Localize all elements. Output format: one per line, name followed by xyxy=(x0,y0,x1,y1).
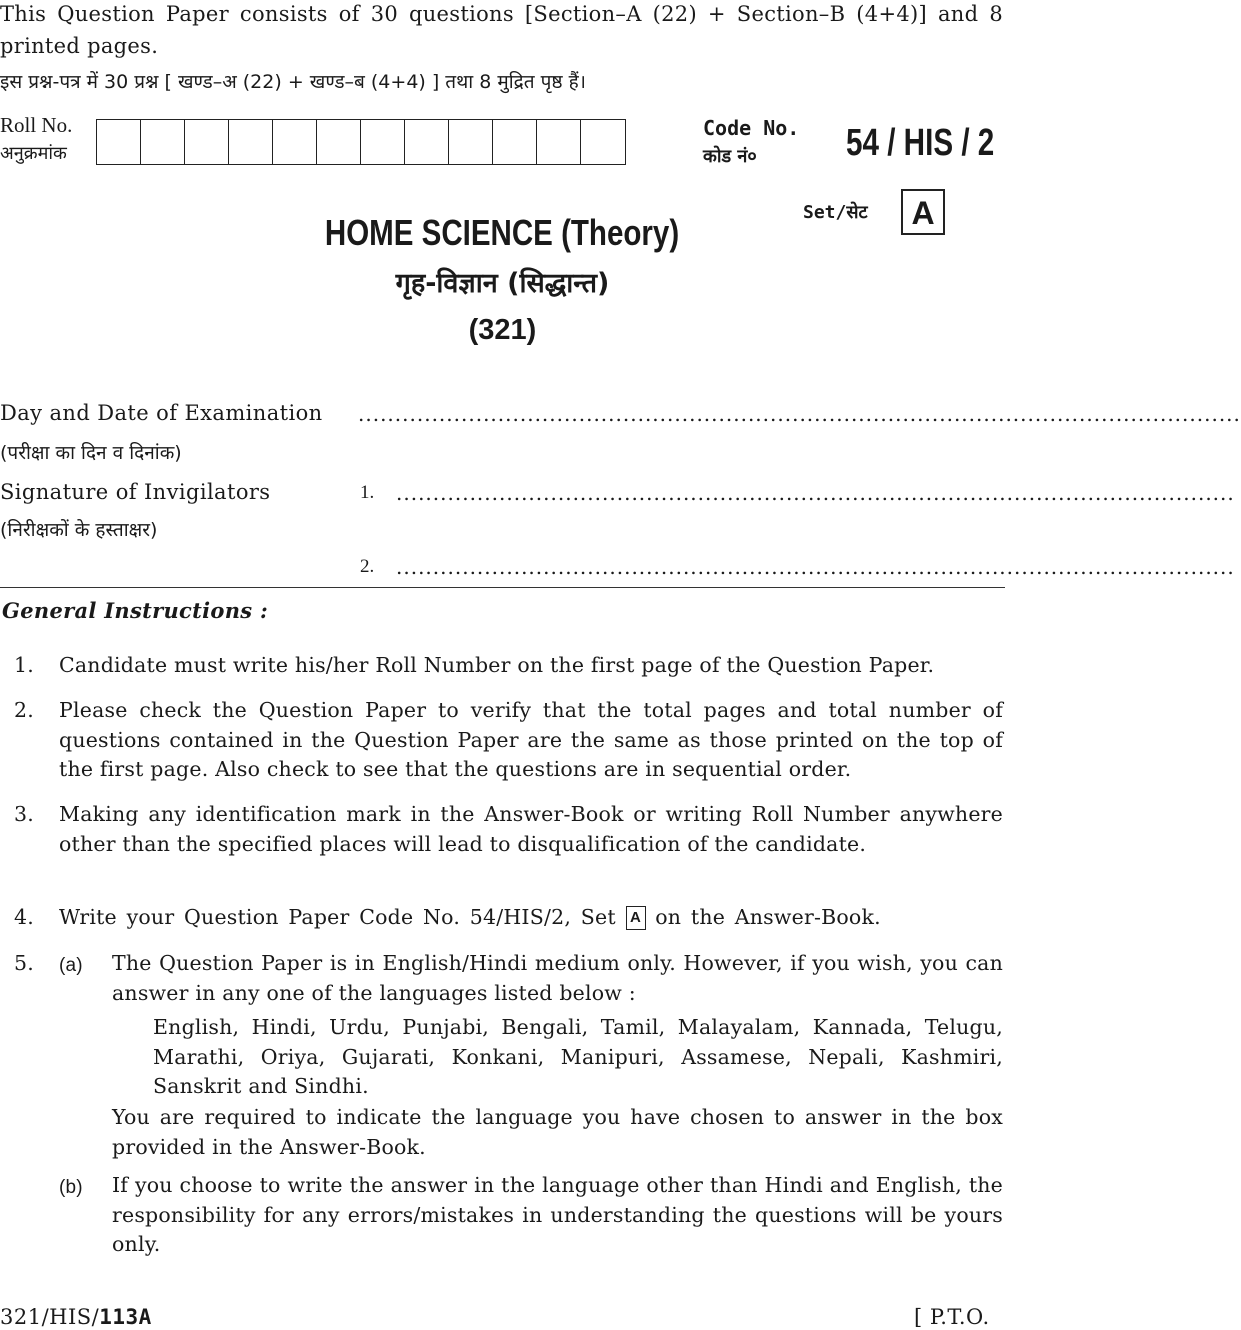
roll-digit-box[interactable] xyxy=(97,120,141,164)
instruction-text: Candidate must write his/her Roll Number on the first page of the Question Paper. xyxy=(59,653,935,677)
roll-digit-box[interactable] xyxy=(405,120,449,164)
signature-1-number: 1. xyxy=(360,482,375,503)
paper-summary-hindi: इस प्रश्न-पत्र में 30 प्रश्न [ खण्ड–अ (22) + खण्ड–ब (4+4) ] तथा 8 मुद्रित पृष्ठ हैं। xyxy=(0,71,586,93)
instruction-5b-text: If you choose to write the answer in the language other than Hindi and English, the responsibility for any errors/mistakes in understanding the questions will be yours only. xyxy=(112,1173,1003,1256)
code-label-hindi: कोड नं० xyxy=(703,146,757,167)
instruction-4-post: on the Answer-Book. xyxy=(655,905,881,929)
instruction-number: 1. xyxy=(14,653,34,677)
instruction-number: 4. xyxy=(14,905,34,929)
invigilator-signature-label-hindi: (निरीक्षकों के हस्ताक्षर) xyxy=(0,519,158,541)
exam-date-label-hindi: (परीक्षा का दिन व दिनांक) xyxy=(0,442,182,464)
instruction-text: Making any identification mark in the Answer-Book or writing Roll Number anywhere other than the specified places will lead to disqualification of the candidate. xyxy=(59,802,1003,856)
title-wrapper xyxy=(0,212,1005,254)
roll-digit-box[interactable] xyxy=(581,120,625,164)
paper-summary: This Question Paper consists of 30 questions [Section–A (22) + Section–B (4+4)] and 8 printed pages. xyxy=(0,2,1003,58)
instruction-number: 5. xyxy=(14,951,34,975)
instruction-number: 3. xyxy=(14,802,34,826)
invigilator-signature-label: Signature of Invigilators xyxy=(0,480,271,504)
roll-number-boxes[interactable] xyxy=(96,119,626,165)
code-label: Code No. xyxy=(703,116,800,140)
instruction-5a-text: The Question Paper is in English/Hindi medium only. However, if you wish, you can answer in any one of the languages listed below : xyxy=(112,951,1003,1005)
roll-label: Roll No. xyxy=(0,113,73,137)
footer-code-prefix: 321/HIS/ xyxy=(0,1305,100,1329)
instruction-5b-label: (b) xyxy=(59,1177,83,1198)
set-box: A xyxy=(901,189,945,235)
roll-digit-box[interactable] xyxy=(537,120,581,164)
set-label: Set/सेट xyxy=(803,202,868,223)
roll-digit-box[interactable] xyxy=(493,120,537,164)
divider xyxy=(0,587,1005,588)
page-title-hindi: गृह-विज्ञान (सिद्धान्त) xyxy=(395,268,610,299)
exam-date-label: Day and Date of Examination xyxy=(0,401,323,425)
roll-digit-box[interactable] xyxy=(273,120,317,164)
set-inline-box: A xyxy=(626,906,646,930)
roll-digit-box[interactable] xyxy=(141,120,185,164)
instruction-text xyxy=(59,903,1003,933)
page-title: HOME SCIENCE (Theory) xyxy=(325,212,680,253)
code-number: 54 / HIS / 2 xyxy=(846,122,995,164)
roll-digit-box[interactable] xyxy=(229,120,273,164)
languages: English, Hindi, Urdu, Punjabi, Bengali, Tamil, Malayalam, Kannada, Telugu, Marathi, Oriya, Gujarati, Konkani, Manipuri, Assamese, Nepali, Kashmiri, Sanskrit and Sindhi. xyxy=(153,1015,1003,1098)
exam-date-line[interactable]: ........................................................................................................................ xyxy=(358,402,1241,426)
pto-label: [ P.T.O. xyxy=(914,1305,990,1329)
instruction-text: Please check the Question Paper to verify that the total pages and total number of questions contained in the Question Paper are the same as those printed on the top of the first page. Also check to see that the questions are in sequential order. xyxy=(59,698,1003,781)
footer-code xyxy=(0,1305,152,1329)
signature-1-line[interactable]: .................................................................................................................. xyxy=(396,481,1235,505)
roll-digit-box[interactable] xyxy=(317,120,361,164)
instruction-4-pre: Write your Question Paper Code No. 54/HIS/2, Set xyxy=(59,905,616,929)
signature-2-number: 2. xyxy=(360,556,375,577)
roll-digit-box[interactable] xyxy=(185,120,229,164)
instruction-5a-note: You are required to indicate the language you have chosen to answer in the box provided in the Answer-Book. xyxy=(112,1105,1003,1159)
roll-label-hindi: अनुक्रमांक xyxy=(0,143,67,164)
roll-digit-box[interactable] xyxy=(361,120,405,164)
subject-code: (321) xyxy=(468,314,537,346)
footer-code-bold: 113A xyxy=(99,1305,152,1329)
instruction-number: 2. xyxy=(14,698,34,722)
signature-2-line[interactable]: .................................................................................................................. xyxy=(396,555,1235,579)
roll-digit-box[interactable] xyxy=(449,120,493,164)
instructions-heading: General Instructions : xyxy=(2,598,269,623)
instruction-5a-label: (a) xyxy=(59,955,83,976)
